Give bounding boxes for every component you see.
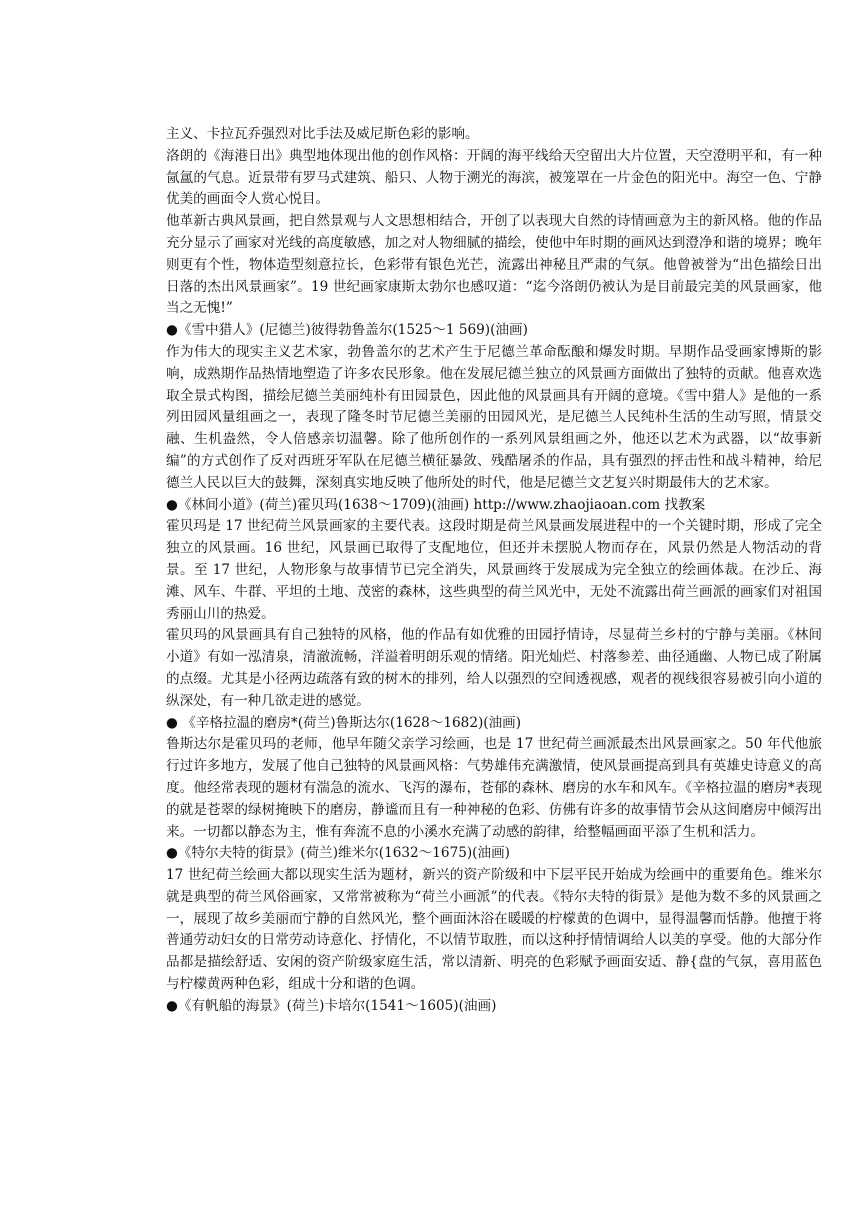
heading-seascape-sailing-ships: ●《有帆船的海景》(荷兰)卡培尔(1541～1605)(油画) bbox=[166, 997, 497, 1014]
paragraph-vermeer: 17 世纪荷兰绘画大都以现实生活为题材，新兴的资产阶级和中下层平民开始成为绘画中的重要角色。维米尔就是典型的荷兰风俗画家，又常常被称为“荷兰小画派”的代表。《特尔夫特的街景》是他为数不多的风景画之一，展现了故乡美丽而宁静的自然风光，整个画面沐浴在暖暖的柠檬黄的色调中，显得温馨而恬静。他擅于将普通劳动妇女的日常劳动诗意化、抒情化，不以情节取胜，而以这种抒情情调给人以美的享受。他的大部分作品都是描绘舒适、安闲的资产阶级家庭生活，常以清新、明亮的色彩赋予画面安适、静{盘的气氛，喜用蓝色与柠檬黄两种色彩，组成十分和谐的色调。 bbox=[166, 867, 822, 993]
heading-view-of-delft: ●《特尔夫特的街景》(荷兰)维米尔(1632～1675)(油画) bbox=[166, 845, 510, 862]
document-body bbox=[166, 124, 822, 1018]
paragraph-lorrain-harbor: 洛朗的《海港日出》典型地体现出他的创作风格：开阔的海平线给天空留出大片位置，天空澄明平和，有一种氤氲的气息。近景带有罗马式建筑、船只、人物于溯光的海滨，被笼罩在一片金色的阳光中。海空一色、宁静优美的画面令人赏心悦目。 bbox=[166, 147, 822, 208]
heading-avenue-middelharnis: ●《林间小道》(荷兰)霍贝玛(1638～1709)(油画) http://www.zhaojiaoan.com 找教案 bbox=[166, 496, 706, 513]
paragraph-hobbema-context: 霍贝玛是 17 世纪荷兰风景画家的主要代表。这段时期是荷兰风景画发展进程中的一个关键时期，形成了完全独立的风景画。16 世纪，风景画已取得了支配地位，但还并未摆脱人物而存在，风景仍然是人物活动的背景。至 17 世纪，人物形象与故事情节已完全消失，风景画终于发展成为完全独立的绘画体裁。在沙丘、海滩、风车、牛群、平坦的土地、茂密的森林，这些典型的荷兰风光中，无处不流露出荷兰画派的画家们对祖国秀丽山川的热爱。 bbox=[166, 518, 822, 622]
paragraph-intro-end: 主义、卡拉瓦乔强烈对比手法及威尼斯色彩的影响。 bbox=[166, 126, 479, 142]
heading-hunters-in-snow: ●《雪中猎人》(尼德兰)彼得勃鲁盖尔(1525～1 569)(油画) bbox=[166, 322, 528, 339]
paragraph-bruegel: 作为伟大的现实主义艺术家，勃鲁盖尔的艺术产生于尼德兰革命酝酿和爆发时期。早期作品受画家博斯的影响，成熟期作品热情地塑造了许多农民形象。他在发展尼德兰独立的风景画方面做出了独特的贡献。他喜欢选取全景式构图，描绘尼德兰美丽纯朴有田园景色，因此他的风景画具有开阔的意境。《雪中猎人》是他的一系列田园风量组画之一，表现了隆冬时节尼德兰美丽的田园风光，是尼德兰人民纯朴生活的生动写照，情景交融、生机盎然，令人倍感亲切温馨。除了他所创作的一系列风景组画之外，他还以艺术为武器，以“故事新编”的方式创作了反对西班牙军队在尼德兰横征暴敛、残酷屠杀的作品，具有强烈的抨击性和战斗精神，给尼德兰人民以巨大的鼓舞，深刻真实地反映了他所处的时代，他是尼德兰文艺复兴时期最伟大的艺术家。 bbox=[166, 343, 822, 491]
paragraph-lorrain-style: 他革新古典风景画，把自然景观与人文思想相结合，开创了以表现大自然的诗情画意为主的新风格。他的作品充分显示了画家对光线的高度敏感，加之对人物细腻的描绘，使他中年时期的画风达到澄净和谐的境界；晚年则更有个性，物体造型刻意拉长，色彩带有银色光芒，流露出神秘且严肃的气氛。他曾被誉为“出色描绘日出日落的杰出风景画家”。19 世纪画家康斯太勃尔也感叹道：“迄今洛朗仍被认为是目前最完美的风景画家，他当之无愧!” bbox=[166, 213, 822, 317]
paragraph-ruisdael: 鲁斯达尔是霍贝玛的老师，他早年随父亲学习绘画，也是 17 世纪荷兰画派最杰出风景画家之。50 年代他旅行过许多地方，发展了他自己独特的风景画风格：气势雄伟充满激情，使风景画提高到具有英雄史诗意义的高度。他经常表现的题材有湍急的流水、飞泻的瀑布，苍郁的森林、磨房的水车和风车。《辛格拉温的磨房*表现的就是苍翠的绿树掩映下的磨房，静谧而且有一种神秘的色彩、仿佛有许多的故事情节会从这间磨房中倾泻出来。一切都以静态为主，惟有奔流不息的小溪水充满了动感的韵律，给整幅画面平添了生机和活力。 bbox=[166, 736, 822, 840]
paragraph-hobbema-style: 霍贝玛的风景画具有自己独特的风格，他的作品有如优雅的田园抒情诗，尽显荷兰乡村的宁静与美丽。《林间小道》有如一泓清泉，清澈流畅，洋溢着明朗乐观的情绪。阳光灿烂、村落参差、曲径通幽、人物已成了附属的点缀。尤其是小径两边疏落有致的树木的排列，给人以强烈的空间透视感，观者的视线很容易被引向小道的纵深处，有一种几欲走进的感觉。 bbox=[166, 627, 822, 709]
heading-mill-wijk: ● 《辛格拉温的磨房*(荷兰)鲁斯达尔(1628～1682)(油画) bbox=[166, 714, 522, 731]
